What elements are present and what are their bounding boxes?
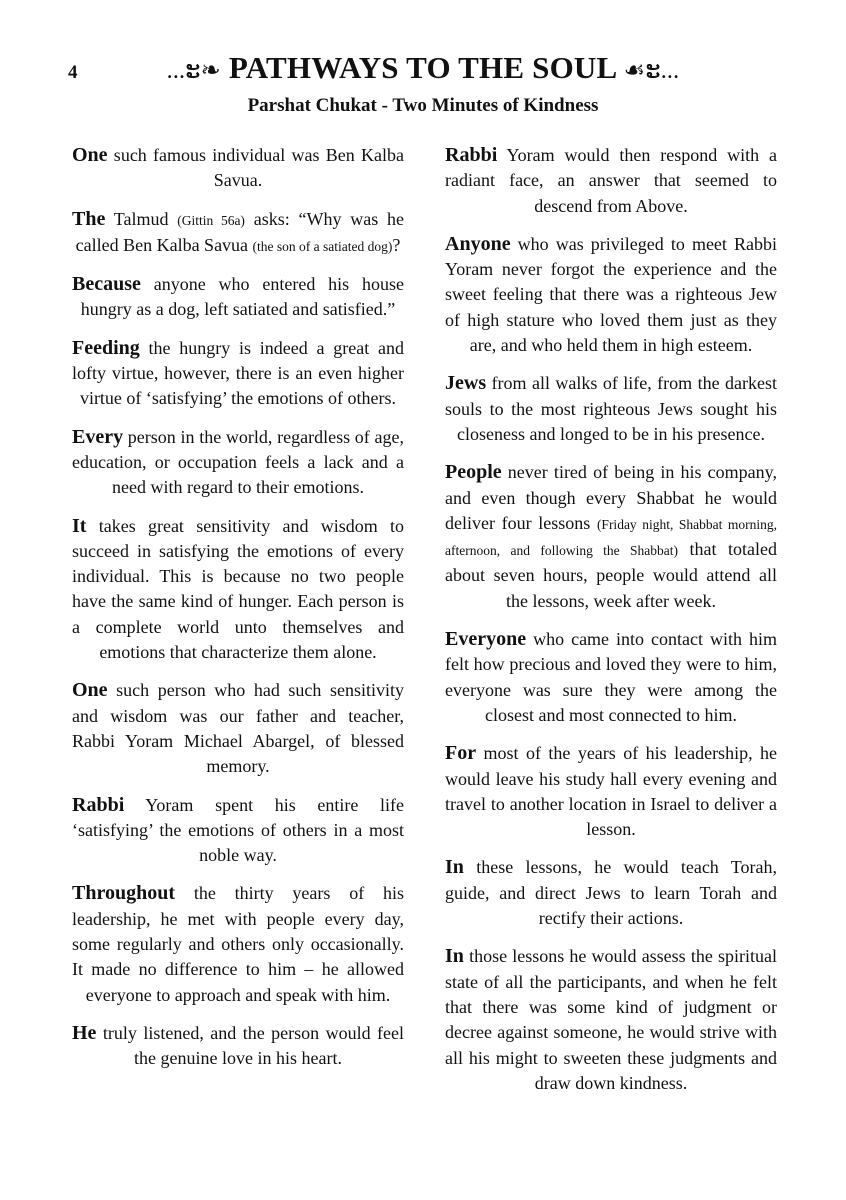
paragraph-lead-word: Everyone: [445, 628, 527, 651]
paragraph-text: those lessons he would assess the spiritual state of all the participants, and when he felt that there was some kind of judgment or decree against someone, he would strive with all his might to sweeten these judgments and draw down kindness.: [445, 946, 777, 1093]
paragraph-lead-word: Throughout: [72, 882, 176, 905]
paragraph: [445, 741, 777, 842]
paragraph: [72, 514, 404, 666]
left-column: [72, 143, 404, 1085]
paragraph-text: person in the world, regardless of age, education, or occupation feels a lack and a need with regard to their emotions.: [72, 426, 404, 498]
paragraph-lead-word: Every: [72, 425, 124, 448]
paragraph-lead-word: In: [445, 856, 464, 879]
paragraph: [72, 881, 404, 1007]
title-text: PATHWAYS TO THE SOUL: [228, 50, 616, 85]
paragraph-lead-word: People: [445, 461, 502, 484]
paragraph-lead-word: One: [72, 144, 108, 166]
right-column: [445, 143, 777, 1109]
paragraph-lead-word: Because: [72, 273, 141, 296]
paragraph-text: such person who had such sensitivity and wisdom was our father and teacher, Rabbi Yoram Michael Abargel, of blessed memory.: [72, 680, 404, 777]
paragraph-text: never tired of being in his company, and even though every Shabbat he would deliver four lessons: [445, 462, 777, 533]
paragraph: [445, 460, 777, 614]
paragraph: [445, 627, 777, 728]
paragraph: [72, 678, 404, 779]
paragraph-text: who was privileged to meet Rabbi Yoram never forgot the experience and the sweet feeling that there was a righteous Jew of high stature who loved them just as they are, and who held them in high esteem.: [445, 233, 777, 356]
paragraph-text: from all walks of life, from the darkest souls to the most righteous Jews sought his closeness and longed to be in his presence.: [445, 373, 777, 444]
paragraph-lead-word: Jews: [445, 372, 487, 395]
paragraph-lead-word: Anyone: [445, 232, 511, 255]
paragraph-text: these lessons, he would teach Torah, guide, and direct Jews to learn Torah and rectify their actions.: [445, 857, 777, 929]
paragraph-text: Yoram would then respond with a radiant face, an answer that seemed to descend from Above.: [445, 145, 777, 216]
paragraph: [445, 232, 777, 358]
paragraph: [445, 143, 777, 219]
paragraph-lead-word: Feeding: [72, 336, 140, 359]
page-number: 4: [68, 62, 78, 83]
paragraph-lead-word: He: [72, 1021, 97, 1044]
paragraph-note: (the son of a satiated dog): [252, 238, 393, 254]
paragraph-lead-word: Rabbi: [72, 793, 125, 816]
paragraph-text: the hungry is indeed a great and lofty virtue, however, there is an even higher virtue of ‘satisfying’ the emotions of others.: [72, 337, 404, 409]
paragraph: [72, 143, 404, 194]
paragraph-text: ?: [392, 234, 401, 255]
paragraph-lead-word: One: [72, 679, 108, 702]
page-subtitle: Parshat Chukat - Two Minutes of Kindness: [247, 95, 599, 116]
paragraph-text: Yoram spent his entire life ‘satisfying’ the emotions of others in a most noble way.: [72, 794, 404, 866]
paragraph-text: most of the years of his leadership, he would leave his study hall every evening and travel to another location in Israel to deliver a lesson.: [445, 743, 777, 840]
paragraph: [72, 336, 404, 412]
paragraph: [445, 371, 777, 447]
paragraph-text: Talmud: [105, 208, 178, 229]
paragraph: [72, 793, 404, 869]
paragraph: [445, 855, 777, 931]
paragraph: [72, 272, 404, 323]
paragraph-text: that totaled about seven hours, people would attend all the lessons, week after week.: [445, 539, 777, 611]
paragraph-text: takes great sensitivity and wisdom to succeed in satisfying the emotions of every individual. This is because no two people have the same kind of hunger. Each person is a complete world unto themselves and emotions that characterize them alone.: [72, 515, 404, 663]
page-title: [0, 50, 846, 86]
paragraph-text: truly listened, and the person would feel the genuine love in his heart.: [96, 1022, 404, 1069]
paragraph: [72, 425, 404, 501]
paragraph-note: (Gittin 56a): [177, 212, 245, 228]
ornament-right-icon: ☙ະ...: [623, 58, 680, 84]
paragraph-text: anyone who entered his house hungry as a dog, left satiated and satisfied.”: [80, 274, 404, 320]
paragraph-lead-word: Rabbi: [445, 144, 498, 166]
paragraph: [445, 944, 777, 1096]
ornament-left-icon: ...ະ❧: [166, 58, 221, 84]
paragraph-lead-word: For: [445, 742, 477, 765]
paragraph-text: such famous individual was Ben Kalba Savua.: [107, 145, 404, 191]
paragraph-lead-word: In: [445, 945, 464, 968]
paragraph: [72, 207, 404, 260]
paragraph-text: asks: “Why was he called Ben Kalba Savua: [75, 208, 404, 255]
paragraph-lead-word: It: [72, 514, 87, 537]
paragraph-text: the thirty years of his leadership, he met with people every day, some regularly and others only occasionally. It made no difference to him – he allowed everyone to approach and speak with him.: [72, 883, 404, 1005]
paragraph-text: who came into contact with him felt how precious and loved they were to him, everyone was sure they were among the closest and most connected to him.: [445, 629, 777, 725]
paragraph-note: (Friday night, Shabbat morning, afternoon, and following the Shabbat): [445, 516, 778, 559]
paragraph-lead-word: The: [72, 207, 106, 230]
paragraph: [72, 1021, 404, 1072]
